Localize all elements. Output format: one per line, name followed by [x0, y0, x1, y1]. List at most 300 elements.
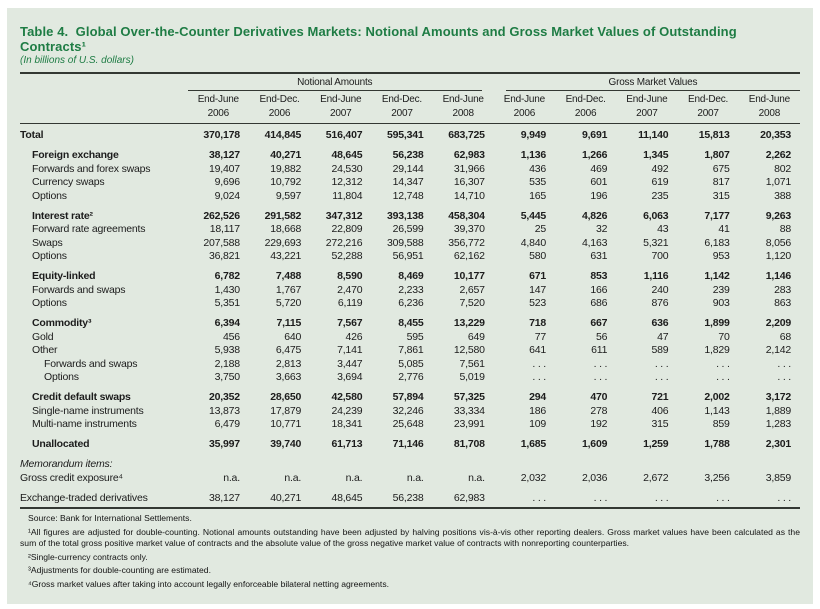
cell-value: 20,353	[760, 129, 791, 141]
col-header	[371, 91, 432, 124]
derivatives-table	[20, 74, 800, 507]
cell-value: 272,216	[325, 236, 363, 249]
cell-value: 2,672	[643, 471, 669, 484]
label-column-spacer	[20, 74, 188, 91]
cell-value: 2,002	[704, 391, 730, 403]
cell-value: 458,304	[448, 209, 485, 222]
cell-value: 19,407	[209, 162, 240, 175]
cell-value: 1,136	[520, 149, 547, 161]
cell-value: 683,725	[448, 129, 485, 141]
cell-value: 48,645	[331, 491, 363, 504]
table-row	[20, 283, 800, 297]
cell-value: 71,146	[392, 438, 424, 450]
col-year: 2007	[330, 108, 352, 119]
table-title: Table 4. Global Over-the-Counter Derivatives Markets: Notional Amounts and Gross Market Values of Outstanding Contracts¹	[20, 24, 741, 54]
cell-value: 47	[657, 330, 669, 343]
cell-value: 667	[590, 317, 608, 329]
cell-value: 9,024	[214, 189, 240, 202]
cell-value: 388	[774, 189, 791, 202]
cell-value: . . .	[593, 357, 608, 370]
cell-value: . . .	[593, 371, 608, 383]
cell-value: 14,347	[392, 176, 424, 188]
col-year: 2006	[574, 108, 597, 119]
table-row	[20, 124, 800, 143]
group-label-gmv: Gross Market Values	[506, 77, 800, 91]
label-column-spacer	[20, 91, 188, 124]
row-label: Equity-linked	[32, 270, 96, 282]
col-period: End-June	[748, 94, 790, 105]
cell-value: 1,259	[643, 438, 669, 450]
cell-value: 356,772	[448, 236, 485, 249]
table-row	[20, 357, 800, 371]
cell-value: 3,663	[275, 371, 302, 383]
cell-value: 16,307	[453, 176, 485, 188]
cell-value: . . .	[777, 491, 791, 504]
cell-value: 7,567	[337, 317, 363, 329]
cell-value: 3,859	[765, 471, 791, 484]
col-header	[616, 91, 677, 124]
cell-value: 2,657	[459, 283, 485, 296]
cell-value: 1,116	[643, 270, 669, 282]
row-label: Interest rate²	[32, 209, 93, 222]
cell-value: 6,475	[275, 344, 302, 356]
table-row	[20, 310, 800, 330]
col-period: End-Dec.	[259, 94, 300, 105]
cell-value: 192	[590, 418, 608, 430]
cell-value: 2,233	[398, 283, 424, 296]
cell-value: 70	[718, 330, 730, 343]
cell-value: 3,256	[704, 471, 730, 484]
cell-value: 859	[712, 418, 730, 430]
cell-value: 315	[712, 189, 730, 202]
cell-value: 6,063	[643, 209, 669, 222]
cell-value: 309,588	[387, 236, 424, 249]
col-year: 2008	[452, 108, 474, 119]
cell-value: 7,141	[337, 344, 363, 356]
cell-value: . . .	[777, 371, 791, 383]
cell-value: . . .	[716, 357, 730, 370]
cell-value: 32,246	[392, 404, 424, 417]
section-header-row	[20, 451, 800, 471]
col-year: 2007	[697, 108, 719, 119]
cell-value: 8,469	[398, 270, 424, 282]
cell-value: 1,767	[275, 283, 302, 296]
row-label: Swaps	[32, 236, 63, 249]
cell-value: 436	[529, 162, 547, 175]
cell-value: 262,526	[203, 209, 240, 222]
cell-value: 1,685	[520, 438, 547, 450]
cell-value: 18,668	[270, 223, 302, 235]
cell-value: 2,036	[581, 471, 608, 484]
cell-value: 802	[774, 162, 791, 175]
cell-value: 3,172	[765, 391, 791, 403]
cell-value: 186	[529, 404, 547, 417]
cell-value: 52,288	[331, 250, 363, 262]
cell-value: 283	[774, 283, 791, 296]
cell-value: 24,239	[331, 404, 363, 417]
row-label: Memorandum items:	[20, 458, 113, 470]
cell-value: 1,143	[704, 404, 730, 417]
cell-value: 9,263	[765, 209, 791, 222]
col-year: 2006	[268, 108, 291, 119]
row-label: Gold	[32, 330, 54, 343]
row-label: Options	[32, 250, 67, 262]
cell-value: 426	[345, 330, 363, 343]
table-row	[20, 189, 800, 203]
col-period: End-June	[320, 94, 362, 105]
cell-value: 2,262	[765, 149, 791, 161]
cell-value: 9,696	[214, 176, 240, 188]
cell-value: 196	[590, 189, 608, 202]
cell-value: 39,740	[270, 438, 302, 450]
cell-value: 48,645	[331, 149, 363, 161]
cell-value: 2,301	[765, 438, 791, 450]
cell-value: 8,056	[765, 236, 791, 249]
cell-value: 5,321	[643, 236, 669, 249]
cell-value: 23,991	[453, 418, 485, 430]
row-label: Forwards and forex swaps	[32, 162, 151, 175]
cell-value: 640	[284, 330, 302, 343]
cell-value: 1,609	[581, 438, 608, 450]
row-label: Options	[32, 297, 67, 309]
cell-value: 1,430	[214, 283, 240, 296]
cell-value: 56,951	[392, 250, 424, 262]
cell-value: 43	[657, 223, 669, 235]
table-row	[20, 418, 800, 432]
cell-value: 165	[529, 189, 547, 202]
cell-value: 36,821	[209, 250, 240, 262]
cell-value: 671	[529, 270, 547, 282]
cell-value: 414,845	[264, 129, 302, 141]
col-header	[739, 91, 800, 124]
cell-value: 56	[595, 330, 608, 343]
cell-value: 39,370	[453, 223, 485, 235]
col-year: 2008	[758, 108, 781, 119]
period-header-row	[20, 91, 800, 124]
cell-value: 166	[590, 283, 608, 296]
footnote-3: ³Adjustments for double-counting are estimated.	[28, 565, 211, 575]
cell-value: n.a.	[284, 471, 302, 484]
col-year: 2006	[207, 108, 230, 119]
row-label: Forwards and swaps	[44, 357, 138, 370]
cell-value: 6,236	[398, 297, 424, 309]
col-period: End-June	[197, 94, 239, 105]
cell-value: 903	[712, 297, 730, 309]
cell-value: 8,455	[398, 317, 424, 329]
cell-value: 6,479	[214, 418, 240, 430]
col-year: 2007	[636, 108, 658, 119]
source-note: Source: Bank for International Settlements.	[28, 513, 192, 523]
cell-value: 3,750	[214, 371, 240, 383]
cell-value: 81,708	[453, 438, 485, 450]
cell-value: 2,776	[398, 371, 424, 383]
cell-value: 5,445	[520, 209, 547, 222]
row-label: Forward rate agreements	[32, 223, 146, 235]
footnotes	[20, 513, 800, 590]
footnote-4: ⁴Gross market values after taking into account legally enforceable bilateral netting agreements.	[28, 578, 390, 589]
cell-value: 57,325	[453, 391, 485, 403]
cell-value: 863	[774, 297, 791, 309]
cell-value: . . .	[532, 357, 547, 370]
cell-value: 1,142	[704, 270, 730, 282]
col-header	[677, 91, 738, 124]
cell-value: 7,115	[276, 317, 302, 329]
table-row	[20, 384, 800, 404]
cell-value: 207,588	[203, 236, 240, 249]
cell-value: 239	[712, 283, 730, 296]
row-label: Commodity³	[32, 317, 92, 329]
group-label-notional: Notional Amounts	[188, 77, 482, 91]
cell-value: 38,127	[209, 149, 240, 161]
cell-value: . . .	[716, 491, 730, 504]
cell-value: 9,597	[275, 189, 302, 202]
cell-value: 19,882	[270, 162, 302, 175]
cell-value: 595	[406, 330, 424, 343]
cell-value: 718	[529, 317, 547, 329]
col-year: 2007	[391, 108, 413, 119]
cell-value: 235	[651, 189, 669, 202]
cell-value: 77	[534, 330, 547, 343]
cell-value: 700	[651, 250, 669, 262]
column-group-gmv	[494, 74, 800, 91]
cell-value: 17,879	[270, 404, 302, 417]
cell-value: . . .	[532, 371, 547, 383]
cell-value: 1,899	[704, 317, 730, 329]
cell-value: 1,283	[765, 418, 791, 430]
cell-value: 7,488	[275, 270, 302, 282]
row-label: Other	[32, 344, 58, 356]
cell-value: 68	[779, 330, 791, 343]
row-label: Multi-name instruments	[32, 418, 137, 430]
cell-value: 7,561	[459, 357, 485, 370]
row-label: Options	[44, 371, 79, 383]
cell-value: 6,782	[214, 270, 240, 282]
cell-value: n.a.	[223, 471, 240, 484]
col-period: End-Dec.	[381, 94, 423, 105]
cell-value: 611	[591, 344, 608, 356]
footnote-2: ²Single-currency contracts only.	[28, 551, 148, 562]
cell-value: 22,809	[331, 223, 363, 235]
cell-value: 1,889	[765, 404, 791, 417]
cell-value: 3,694	[337, 371, 363, 383]
col-header	[555, 91, 616, 124]
cell-value: 595,341	[387, 129, 424, 141]
cell-value: . . .	[654, 491, 669, 504]
cell-value: . . .	[532, 491, 547, 504]
cell-value: 370,178	[203, 129, 240, 141]
cell-value: 675	[712, 162, 730, 175]
cell-value: 876	[651, 297, 669, 309]
cell-value: 4,163	[581, 236, 608, 249]
cell-value: n.a.	[468, 471, 485, 484]
cell-value: 9,949	[520, 129, 547, 141]
cell-value: 641	[529, 344, 547, 356]
cell-value: 12,748	[392, 189, 424, 202]
cell-value: . . .	[593, 491, 608, 504]
cell-value: 20,352	[209, 391, 240, 403]
row-label: Foreign exchange	[32, 149, 119, 161]
cell-value: 1,829	[704, 344, 730, 356]
cell-value: 1,071	[765, 176, 791, 188]
cell-value: 291,582	[264, 209, 302, 222]
cell-value: 62,983	[453, 149, 485, 161]
row-label: Total	[20, 129, 44, 141]
cell-value: 649	[467, 330, 485, 343]
table-row	[20, 236, 800, 250]
cell-value: 88	[779, 223, 791, 235]
cell-value: 1,266	[581, 149, 608, 161]
table-body	[20, 124, 800, 508]
cell-value: 523	[529, 297, 547, 309]
row-label: Single-name instruments	[32, 404, 144, 417]
row-label: Gross credit exposure⁴	[20, 471, 123, 484]
cell-value: 2,813	[275, 357, 302, 370]
cell-value: n.a.	[406, 471, 424, 484]
cell-value: 686	[590, 297, 608, 309]
cell-value: 42,580	[331, 391, 363, 403]
cell-value: . . .	[654, 371, 669, 383]
cell-value: 57,894	[392, 391, 424, 403]
col-header	[494, 91, 555, 124]
cell-value: 11,804	[332, 189, 363, 202]
cell-value: 10,792	[270, 176, 302, 188]
table-row	[20, 371, 800, 385]
col-header	[310, 91, 371, 124]
cell-value: 456	[223, 330, 240, 343]
bottom-rule	[20, 507, 800, 509]
cell-value: 535	[529, 176, 547, 188]
cell-value: 7,861	[398, 344, 424, 356]
cell-value: 5,720	[275, 297, 302, 309]
cell-value: 35,997	[209, 438, 240, 450]
table-row	[20, 297, 800, 311]
col-header	[433, 91, 494, 124]
table-row	[20, 203, 800, 223]
cell-value: 2,142	[765, 344, 791, 356]
cell-value: 8,590	[337, 270, 363, 282]
row-label: Unallocated	[32, 438, 90, 450]
cell-value: 721	[651, 391, 669, 403]
row-label: Currency swaps	[32, 176, 105, 188]
row-label: Forwards and swaps	[32, 283, 126, 296]
cell-value: 31,966	[453, 162, 485, 175]
cell-value: 28,650	[270, 391, 302, 403]
cell-value: 109	[529, 418, 547, 430]
col-period: End-June	[442, 94, 484, 105]
cell-value: 38,127	[209, 491, 240, 504]
table-row	[20, 176, 800, 190]
cell-value: 24,530	[331, 162, 363, 175]
table-row	[20, 431, 800, 451]
col-period: End-June	[503, 94, 546, 105]
footnote-1: ¹All figures are adjusted for double-counting. Notional amounts outstanding have been adjusted by halving positions vis-à-vis other reporting dealers. Gross market values have been calculated as the sum of the total gross positive market value of contracts and the absolute value of the gross negative market value of contracts with nonreporting counterparties.	[20, 526, 800, 548]
cell-value: 1,788	[704, 438, 730, 450]
table4-panel	[7, 8, 813, 604]
cell-value: 33,334	[453, 404, 485, 417]
col-header	[249, 91, 310, 124]
cell-value: 10,771	[270, 418, 302, 430]
cell-value: 147	[529, 283, 547, 296]
cell-value: 25	[534, 223, 547, 235]
cell-value: 817	[712, 176, 730, 188]
cell-value: 13,229	[453, 317, 485, 329]
cell-value: 62,983	[453, 491, 485, 504]
cell-value: 61,713	[331, 438, 363, 450]
cell-value: 29,144	[392, 162, 424, 175]
cell-value: 469	[590, 162, 608, 175]
cell-value: 4,826	[581, 209, 608, 222]
cell-value: 294	[529, 391, 547, 403]
table-row	[20, 344, 800, 358]
col-header	[188, 91, 249, 124]
cell-value: 1,120	[765, 250, 791, 262]
cell-value: 18,341	[331, 418, 363, 430]
cell-value: 229,693	[264, 236, 302, 249]
col-period: End-Dec.	[565, 94, 606, 105]
row-label: Credit default swaps	[32, 391, 131, 403]
cell-value: 15,813	[698, 129, 730, 141]
cell-value: 6,119	[337, 297, 363, 309]
cell-value: 11,140	[638, 129, 669, 141]
cell-value: n.a.	[345, 471, 363, 484]
cell-value: 347,312	[325, 209, 363, 222]
cell-value: 62,162	[453, 250, 485, 262]
cell-value: 7,177	[704, 209, 730, 222]
table-row	[20, 263, 800, 283]
cell-value: 1,345	[643, 149, 669, 161]
cell-value: 278	[590, 404, 608, 417]
cell-value: 56,238	[392, 491, 424, 504]
cell-value: 1,807	[704, 149, 730, 161]
cell-value: 2,209	[765, 317, 791, 329]
cell-value: 14,710	[453, 189, 485, 202]
cell-value: 56,238	[392, 149, 424, 161]
col-period: End-Dec.	[688, 94, 729, 105]
cell-value: . . .	[716, 371, 730, 383]
table-row	[20, 250, 800, 264]
cell-value: 6,183	[704, 236, 730, 249]
cell-value: 12,312	[331, 176, 363, 188]
cell-value: 5,085	[398, 357, 424, 370]
cell-value: 43,221	[270, 250, 302, 262]
cell-value: 5,351	[214, 297, 240, 309]
cell-value: 636	[651, 317, 669, 329]
table-row	[20, 162, 800, 176]
cell-value: 32	[595, 223, 608, 235]
table-row	[20, 142, 800, 162]
cell-value: 2,188	[214, 357, 240, 370]
table-row	[20, 485, 800, 508]
table-row	[20, 330, 800, 344]
cell-value: 26,599	[392, 223, 424, 235]
cell-value: 25,648	[392, 418, 424, 430]
cell-value: 10,177	[453, 270, 485, 282]
cell-value: 2,470	[337, 283, 363, 296]
cell-value: 492	[651, 162, 669, 175]
cell-value: 6,394	[214, 317, 240, 329]
cell-value: 40,271	[270, 149, 302, 161]
cell-value: 1,146	[765, 270, 791, 282]
table-row	[20, 223, 800, 237]
cell-value: 5,938	[214, 344, 240, 356]
cell-value: 470	[590, 391, 608, 403]
cell-value: 619	[651, 176, 669, 188]
cell-value: 41	[718, 223, 730, 235]
row-label: Exchange-traded derivatives	[20, 491, 148, 504]
cell-value: 953	[712, 250, 730, 262]
cell-value: 2,032	[520, 471, 547, 484]
cell-value: 5,019	[459, 371, 485, 383]
